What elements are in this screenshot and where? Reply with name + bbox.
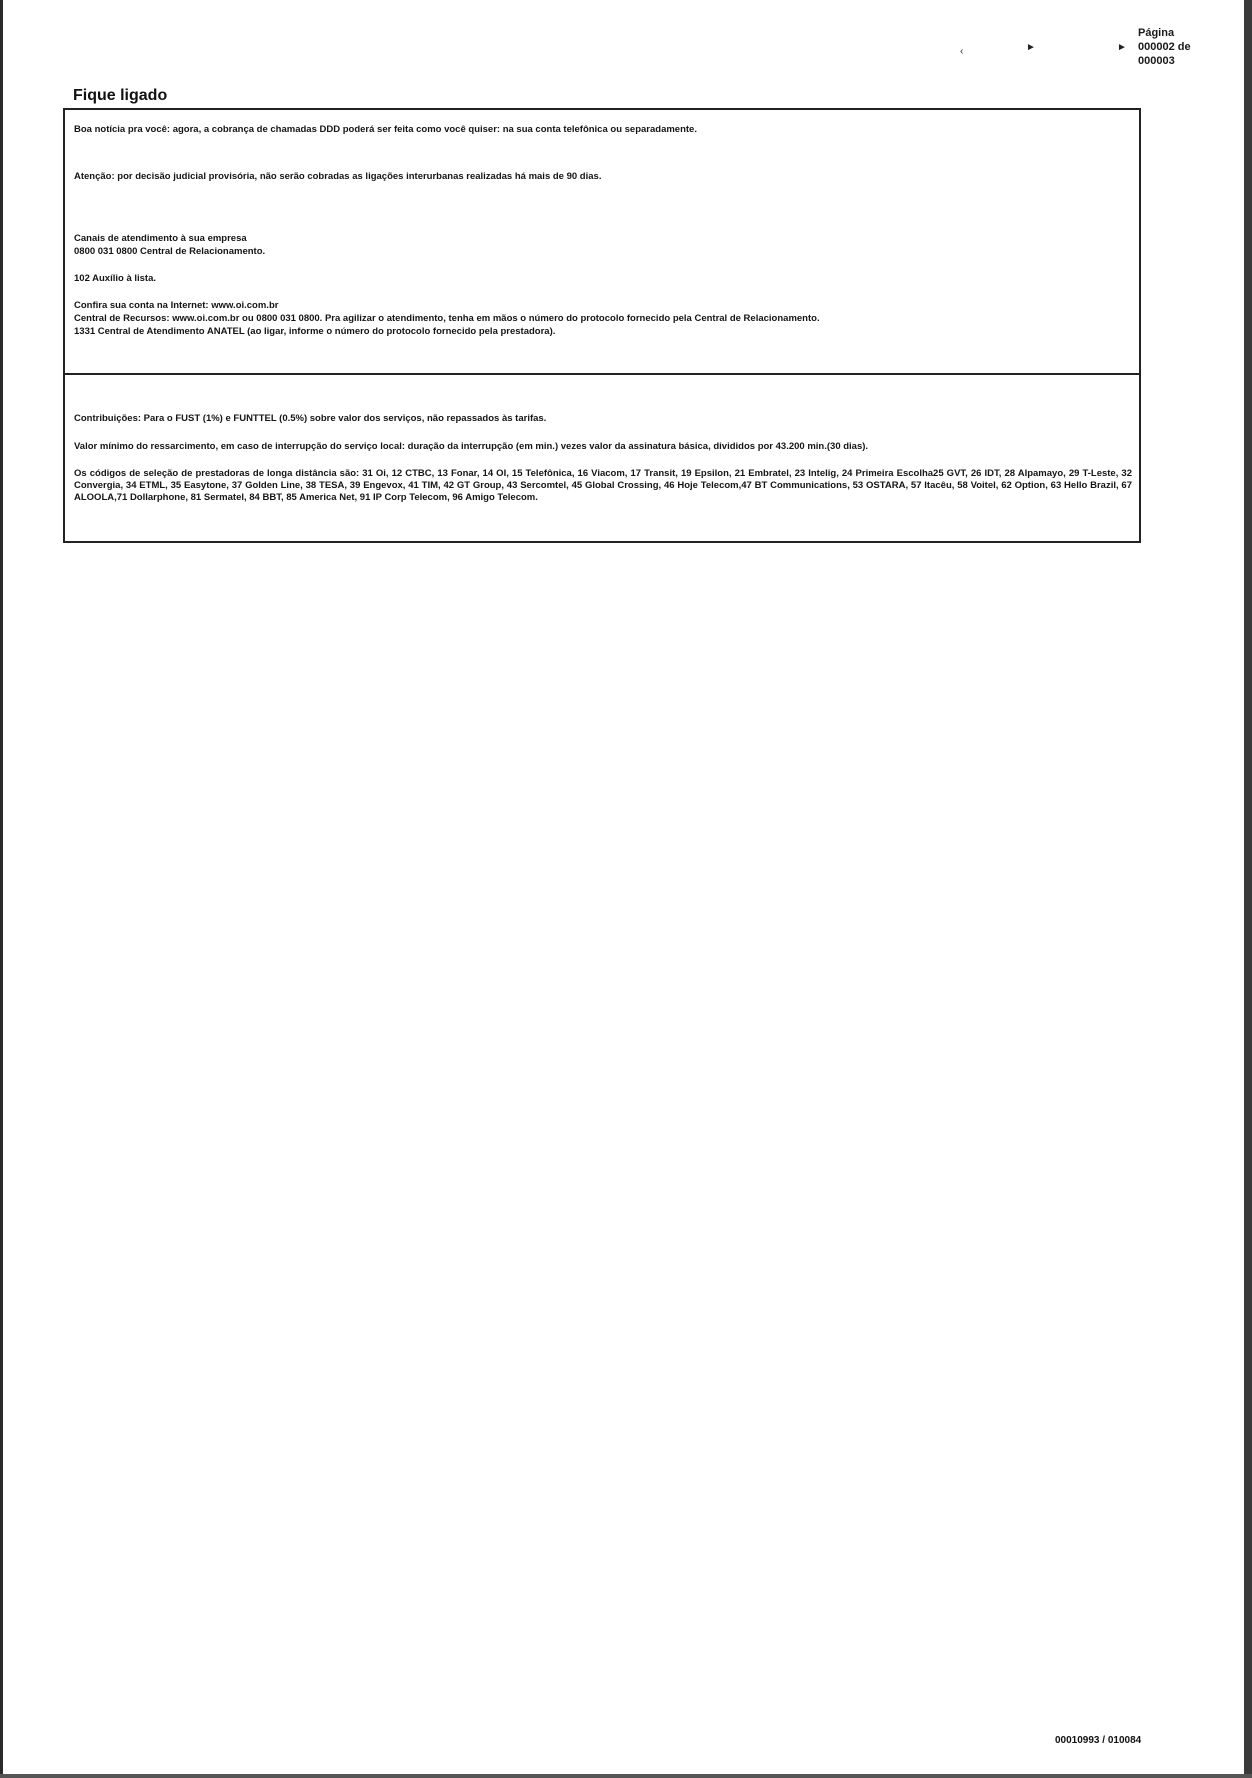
scan-edge-right: [1244, 0, 1252, 1778]
anatel-info: 1331 Central de Atendimento ANATEL (ao ligar, informe o número do protocolo fornecido pela prestadora).: [74, 326, 556, 337]
page-current: 000002 de: [1138, 41, 1191, 53]
resources-info: Central de Recursos: www.oi.com.br ou 0800 031 0800. Pra agilizar o atendimento, tenha em mãos o número do protocolo fornecido pela Central de Relacionamento.: [74, 313, 820, 324]
channels-phone: 0800 031 0800 Central de Relacionamento.: [74, 246, 266, 257]
notice-attention: Atenção: por decisão judicial provisória, não serão cobradas as ligações interurbanas realizadas há mais de 90 dias.: [74, 171, 602, 182]
channels-title: Canais de atendimento à sua empresa: [74, 233, 247, 244]
help-list: 102 Auxílio à lista.: [74, 273, 157, 284]
scan-mark: ►: [1117, 42, 1127, 53]
page-total: 000003: [1138, 55, 1175, 67]
scan-mark: ‹: [960, 46, 964, 57]
internet-link: Confira sua conta na Internet: www.oi.com.br: [74, 300, 279, 311]
refund-info: Valor mínimo do ressarcimento, em caso de interrupção do serviço local: duração da interrupção (em min.) vezes valor da assinatura básica, divididos por 43.200 min.(30 dias).: [74, 441, 869, 452]
page-counter: [1138, 26, 1191, 68]
scan-edge-bottom: [0, 1774, 1252, 1778]
contributions: Contribuições: Para o FUST (1%) e FUNTTEL (0.5%) sobre valor dos serviços, não repassados às tarifas.: [74, 413, 547, 424]
section-title: Fique ligado: [73, 87, 168, 104]
scan-edge-left: [0, 0, 3, 1778]
info-box-upper: [63, 108, 1141, 375]
notice-ddd: Boa notícia pra você: agora, a cobrança de chamadas DDD poderá ser feita como você quiser: na sua conta telefônica ou separadamente.: [74, 124, 697, 135]
document-number: 00010993 / 010084: [1055, 1735, 1142, 1746]
scan-mark: ►: [1026, 42, 1036, 53]
info-box-lower: [63, 373, 1141, 543]
carrier-codes: Os códigos de seleção de prestadoras de longa distância são: 31 Oi, 12 CTBC, 13 Fonar, 14 OI, 15 Telefônica, 16 Viacom, 17 Transit, 19 Epsilon, 21 Embratel, 23 Intelig, 24 Primeira Escolha25 GVT, 26 IDT, 28 Alpamayo, 29 T-Leste, 32 Convergia, 34 ETML, 35 Easytone, 37 Golden Line, 38 TESA, 39 Engevox, 41 TIM, 42 GT Group, 43 Sercomtel, 45 Global Crossing, 46 Hoje Telecom,47 BT Communications, 53 OSTARA, 57 Itacêu, 58 Voitel, 62 Option, 63 Hello Brazil, 67 ALOOLA,71 Dollarphone, 81 Sermatel, 84 BBT, 85 America Net, 91 IP Corp Telecom, 96 Amigo Telecom.: [74, 468, 1132, 503]
page-label: Página: [1138, 27, 1175, 39]
